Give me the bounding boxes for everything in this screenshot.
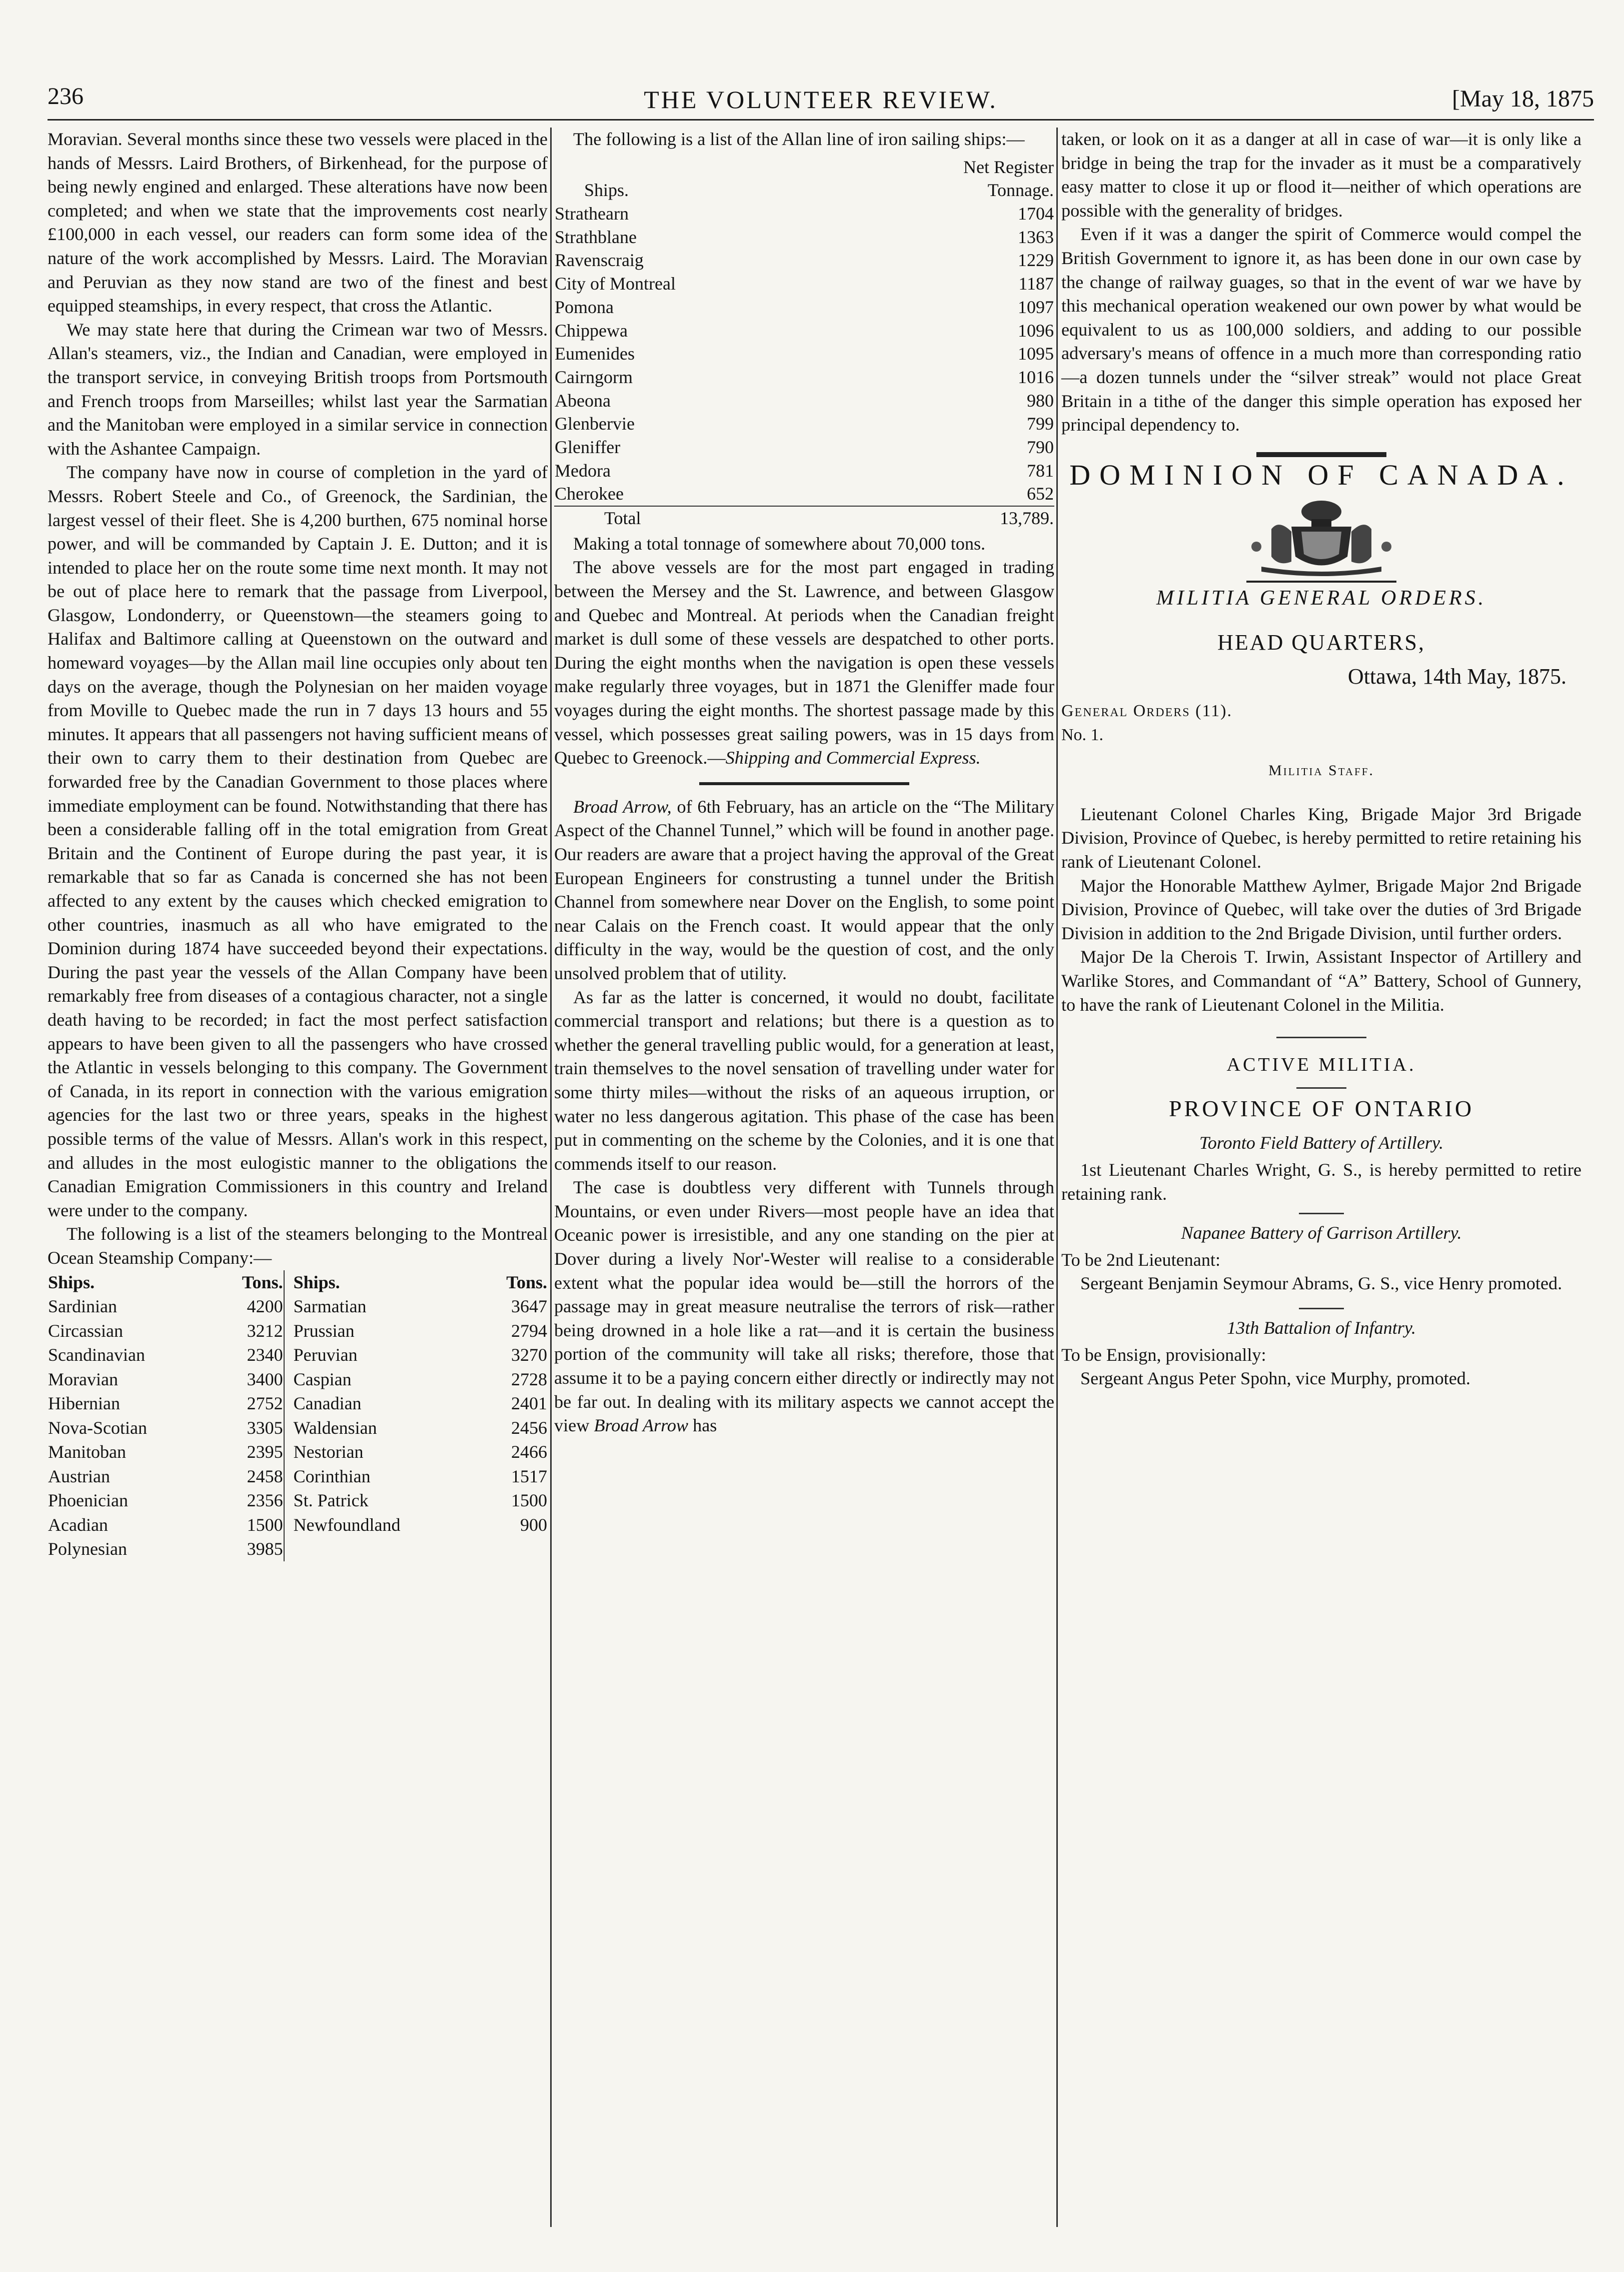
table-cell: St. Patrick (284, 1488, 478, 1513)
page-header (48, 75, 1594, 120)
table-row (48, 1513, 548, 1537)
table-cell: 4200 (247, 1296, 283, 1316)
total-label: Total (554, 506, 840, 530)
page-number: 236 (48, 83, 84, 110)
table-row (48, 1440, 548, 1464)
column-2 (554, 128, 1054, 2242)
ship-tonnage: 652 (1027, 484, 1054, 504)
table-cell: Moravian (48, 1369, 118, 1389)
paragraph-text: The case is doubtless very different with Tunnels through Mountains, or even under Rivers—most people have an idea that Oceanic power is irresistible, and any one standing on the pier at Dover during a lively Nor'-Wester will realise to a considerable extent what the popular idea would be—still the horrors of the passage may in great measure neutralise the terrors of risk—rather being drowned in a hole like a rat—and it is certain the business portion of the community will take all risks; therefore, those that assume it to be a paying concern either directly or indirectly may not be far out. In dealing with its military aspects we cannot accept the view (554, 1177, 1054, 1436)
section-divider (1299, 1213, 1344, 1214)
ship-name: Pomona (555, 297, 614, 317)
table-cell: Scandinavian (48, 1345, 145, 1365)
table-cell: Nestorian (284, 1440, 478, 1464)
table-row (48, 1367, 548, 1392)
order-paragraph: 1st Lieutenant Charles Wright, G. S., is hereby permitted to retire retaining rank. (1061, 1160, 1581, 1204)
column-1 (48, 128, 548, 2242)
table-cell: Corinthian (284, 1464, 478, 1489)
ship-name: Abeona (555, 390, 611, 411)
ship-tonnage: 781 (1027, 460, 1054, 481)
column-3 (1061, 128, 1581, 2242)
ship-name: Glenbervie (555, 414, 635, 434)
ship-name: Eumenides (555, 344, 635, 364)
table-cell: 1517 (511, 1466, 547, 1486)
publication-name: Broad Arrow (594, 1415, 689, 1436)
order-label: To be Ensign, provisionally: (1061, 1344, 1266, 1365)
table-header: Tons. (242, 1272, 283, 1292)
table-row (554, 482, 1054, 506)
ship-name: Gleniffer (555, 437, 621, 458)
order-paragraph: Major De la Cherois T. Irwin, Assistant Inspector of Artillery and Warlike Stores, and Commandant of “A” Battery, School of Gunnery, to have the rank of Lieutenant Colonel in the Militia. (1061, 947, 1581, 1015)
table-row (48, 1464, 548, 1489)
ship-tonnage: 980 (1027, 390, 1054, 411)
order-number: No. 1. (1061, 725, 1104, 744)
header-rule (48, 119, 1594, 121)
paragraph (554, 556, 1054, 770)
table-cell: 2794 (511, 1320, 547, 1341)
table-cell: 2395 (247, 1442, 283, 1462)
table-row (48, 1537, 548, 1561)
paragraph: The company have now in course of completion in the yard of Messrs. Robert Steele and Co., of Greenock, the Sardinian, the largest vessel of their fleet. She is 4,200 burthen, 675 nominal horse power, and will be commanded by Captain J. E. Dutton; and it is intended to place her on the route some time next month. It may not be out of place here to remark that the passage from Liverpool, Glasgow, Londonderry, or Queenstown—the steamers going to Halifax and Baltimore calling at Queenstown on the outward and homeward voyages—by the Allan mail line occupies only about ten days on the average, though the Polynesian on her maiden voyage from Moville to Quebec made the run in 7 days 13 hours and 55 minutes. It appears that all passengers not having sufficient means of their own to carry them to their destination from Quebec are forwarded free by the Canadian Government to those places where immediate employment can be found. Notwithstanding that there has been a considerable falling off in the total emigration from Great Britain and the Continent of Europe during the past year, it is remarkable that so far as Canada is concerned she has not been affected to any extent by the causes which checked emigration to other countries, inasmuch as all who have emigrated to the Dominion during 1874 have succeeded beyond their expectations. During the past year the vessels of the Allan Company have been remarkably free from diseases of a contagious character, not a single death having to be recorded; in fact the most perfect satisfaction appears to have been given to all the passengers who have crossed the Atlantic in vessels belonging to this company. The Government of Canada, in its report in connection with the various emigration agencies for the last two or three years, speaks in the highest possible terms of the value of Messrs. Allan's work in this respect, and alludes in the most eulogistic manner to the obligations the Canadian Emigration Commissioners in this country and Ireland were under to the company. (48, 462, 548, 1220)
table-cell: 3270 (511, 1345, 547, 1365)
table-cell: Polynesian (48, 1539, 127, 1559)
place-and-date: Ottawa, 14th May, 1875. (1347, 664, 1566, 689)
table-cell: Nova-Scotian (48, 1417, 147, 1438)
paragraph: As far as the latter is concerned, it would no doubt, facilitate commercial transport and relations; but there is a question as to whether the general travelling public would, for a generation at least, train themselves to the novel sensation of travelling under water for some thirty miles—without the risks of an aqueous irruption, or water no less dangerous agitation. This phase of the case has been put in commenting on the scheme by the Colonies, and it is one that commends itself to our reason. (554, 987, 1054, 1174)
section-divider (1296, 1087, 1346, 1089)
order-paragraph: Sergeant Benjamin Seymour Abrams, G. S., vice Henry promoted. (1080, 1273, 1562, 1294)
table-cell: Prussian (284, 1319, 478, 1343)
table-cell: 900 (520, 1514, 547, 1535)
issue-date: [May 18, 1875 (1452, 86, 1594, 112)
table-row (554, 202, 1054, 226)
paragraph-text: has (688, 1415, 717, 1436)
publication-name: Broad Arrow, (573, 796, 672, 817)
table-row (554, 342, 1054, 366)
ship-name: Strathearn (555, 204, 629, 224)
ship-tonnage: 799 (1027, 414, 1054, 434)
table-cell: Hibernian (48, 1393, 120, 1413)
table-cell: Sardinian (48, 1296, 117, 1316)
militia-general-orders-heading: MILITIA GENERAL ORDERS. (1156, 587, 1487, 610)
section-divider (1299, 1308, 1344, 1309)
paragraph: Moravian. Several months since these two vessels were placed in the hands of Messrs. Laird Brothers, of Birkenhead, for the purpose of being newly engined and enlarged. These alterations have now been completed; and when we state that the improvements cost nearly £100,000 in each vessel, our readers can form some idea of the nature of the work accomplished by Messrs. Laird. The Moravian and Peruvian as they now stand are two of the finest and best equipped steamships, in every respect, that cross the Atlantic. (48, 129, 548, 316)
ship-tonnage: 1363 (1018, 227, 1054, 247)
table-cell: 2752 (247, 1393, 283, 1413)
steamers-table (48, 1270, 548, 1561)
table-cell: 2340 (247, 1345, 283, 1365)
table-row (554, 272, 1054, 296)
unit-heading: 13th Battalion of Infantry. (1227, 1317, 1416, 1338)
table-row (48, 1319, 548, 1343)
table-cell: 3985 (247, 1539, 283, 1559)
ship-tonnage: 1096 (1018, 320, 1054, 341)
ship-name: Cairngorm (555, 367, 633, 387)
source-credit: Shipping and Commercial Express. (725, 748, 981, 768)
table-cell: 3647 (511, 1296, 547, 1316)
ship-tonnage: 1095 (1018, 344, 1054, 364)
table-cell: 2458 (247, 1466, 283, 1486)
table-row (48, 1294, 548, 1319)
ship-name: City of Montreal (555, 274, 676, 294)
sailing-ships-table (554, 156, 1054, 530)
table-cell: 2456 (511, 1417, 547, 1438)
ship-tonnage: 1704 (1018, 204, 1054, 224)
table-header: Ships. (584, 180, 629, 201)
table-cell: Peruvian (284, 1343, 478, 1367)
table-row (48, 1416, 548, 1440)
section-divider (699, 782, 909, 785)
ship-tonnage: 1187 (1018, 274, 1054, 294)
table-cell: Acadian (48, 1514, 108, 1535)
table-row (554, 249, 1054, 272)
ship-name: Ravenscraig (555, 250, 644, 271)
general-orders-label: General Orders (11). (1061, 702, 1232, 721)
paragraph-text: The above vessels are for the most part engaged in trading between the Mersey and the St. Lawrence, and between Glasgow and Quebec and Montreal. At periods when the Canadian freight market is dull some of these vessels are despatched to other ports. During the eight months when the navigation is open these vessels make regularly three voyages, but in 1871 the Gleniffer made four voyages during the eight months. The shortest passage made by this vessel, which possesses great sailing powers, was in 15 days from Quebec to Greenock.— (554, 557, 1054, 768)
table-cell: 3305 (247, 1417, 283, 1438)
active-militia-heading: ACTIVE MILITIA. (1226, 1054, 1416, 1076)
table-cell: Canadian (284, 1391, 478, 1416)
table-row (554, 459, 1054, 483)
section-divider (1246, 581, 1396, 583)
table-row (554, 319, 1054, 343)
table-cell: 1500 (511, 1490, 547, 1510)
table-cell: 3400 (247, 1369, 283, 1389)
total-value: 13,789. (840, 506, 1054, 530)
publication-title: THE VOLUNTEER REVIEW. (644, 86, 998, 114)
table-cell: Circassian (48, 1320, 123, 1341)
table-row (48, 1488, 548, 1513)
paragraph (554, 1176, 1054, 1438)
order-paragraph: Major the Honorable Matthew Aylmer, Brigade Major 2nd Brigade Division, Province of Quebec, will take over the duties of 3rd Brigade Division in addition to the 2nd Brigade Division, until further orders. (1061, 875, 1581, 943)
section-divider (1276, 1037, 1366, 1038)
order-paragraph: Sergeant Angus Peter Spohn, vice Murphy, promoted. (1080, 1368, 1470, 1389)
paragraph-text: of 6th February, has an article on the “The Military Aspect of the Channel Tunnel,” which will be found in another page. Our readers are aware that a project having the approval of the Great European Engineers for construsting a tunnel under the British Channel from somewhere near Dover on the English, to some point near Calais on the French coast. It would appear that the only difficulty in the way, would be the question of cost, and the only unsolved problem that of utility. (554, 796, 1054, 983)
section-divider (1256, 452, 1386, 457)
paragraph: Even if it was a danger the spirit of Commerce would compel the British Government to ignore it, as has been done in our own case by the change of railway guages, so that in the event of war we have by this mechanical operation weakened our own power by what would be equivalent to us as 100,000 soldiers, and adding to our possible adversary's means of offence in a much more than corresponding ratio—a dozen tunnels under the “silver streak” would not place Great Britain in a tithe of the danger this simple operation has exposed her principal dependency to. (1061, 224, 1581, 435)
ship-name: Cherokee (555, 484, 624, 504)
paragraph: taken, or look on it as a danger at all in case of war—it is only like a bridge in being the trap for the invader as it must be a comparatively easy matter to close it up or flood it—neither of which operations are possible with the generality of bridges. (1061, 129, 1581, 221)
province-heading: PROVINCE OF ONTARIO (1168, 1095, 1474, 1121)
table-cell (478, 1537, 548, 1561)
table-cell: Phoenician (48, 1490, 128, 1510)
ship-tonnage: 1016 (1018, 367, 1054, 387)
table-row (554, 436, 1054, 459)
ship-name: Chippewa (555, 320, 628, 341)
table-header: Net Register (963, 157, 1054, 177)
paragraph: The following is a list of the steamers belonging to the Montreal Ocean Steamship Company:— (48, 1224, 548, 1268)
ship-name: Strathblane (555, 227, 637, 247)
dominion-heading: DOMINION OF CANADA. (1069, 458, 1573, 491)
table-cell: 2466 (511, 1442, 547, 1462)
table-row (554, 366, 1054, 389)
paragraph: The following is a list of the Allan line of iron sailing ships:— (573, 129, 1025, 149)
paragraph: Making a total tonnage of somewhere about 70,000 tons. (573, 533, 986, 554)
table-cell: 2356 (247, 1490, 283, 1510)
table-header: Tons. (506, 1272, 547, 1292)
table-row (554, 296, 1054, 319)
ship-tonnage: 790 (1027, 437, 1054, 458)
unit-heading: Napanee Battery of Garrison Artillery. (1181, 1223, 1462, 1243)
table-cell: 3212 (247, 1320, 283, 1341)
table-row (554, 412, 1054, 436)
table-row (554, 389, 1054, 413)
column-divider (1056, 128, 1058, 2227)
headquarters-heading: HEAD QUARTERS, (1217, 630, 1425, 655)
ship-tonnage: 1229 (1018, 250, 1054, 271)
militia-staff-heading: Militia Staff. (1268, 762, 1374, 779)
table-cell: Caspian (284, 1367, 478, 1392)
ship-name: Medora (555, 460, 611, 481)
table-cell (284, 1537, 478, 1561)
table-cell: 2401 (511, 1393, 547, 1413)
table-cell: Austrian (48, 1466, 110, 1486)
paragraph: We may state here that during the Crimean war two of Messrs. Allan's steamers, viz., the Indian and Canadian, were employed in the transport service, in conveying British troops from Portsmouth and French troops from Marseilles; whilst last year the Sarmatian and the Manitoban were employed in a similar service in connection with the Ashantee Campaign. (48, 319, 548, 459)
paragraph (554, 795, 1054, 986)
table-header: Ships. (284, 1270, 478, 1295)
table-header: Ships. (48, 1272, 95, 1292)
table-row (48, 1343, 548, 1367)
table-row (554, 226, 1054, 249)
table-cell: 1500 (247, 1514, 283, 1535)
order-paragraph: Lieutenant Colonel Charles King, Brigade Major 3rd Brigade Division, Province of Quebec, is hereby permitted to retire retaining his rank of Lieutenant Colonel. (1061, 804, 1581, 872)
column-divider (550, 128, 552, 2227)
table-cell: Waldensian (284, 1416, 478, 1440)
table-cell: 2728 (511, 1369, 547, 1389)
order-label: To be 2nd Lieutenant: (1061, 1249, 1221, 1270)
table-cell: Manitoban (48, 1442, 126, 1462)
table-cell: Sarmatian (284, 1294, 478, 1319)
table-header: Tonnage. (987, 180, 1054, 201)
table-cell: Newfoundland (284, 1513, 478, 1537)
unit-heading: Toronto Field Battery of Artillery. (1199, 1133, 1444, 1153)
ship-tonnage: 1097 (1018, 297, 1054, 317)
coat-of-arms-icon (1216, 492, 1426, 577)
table-row (48, 1391, 548, 1416)
